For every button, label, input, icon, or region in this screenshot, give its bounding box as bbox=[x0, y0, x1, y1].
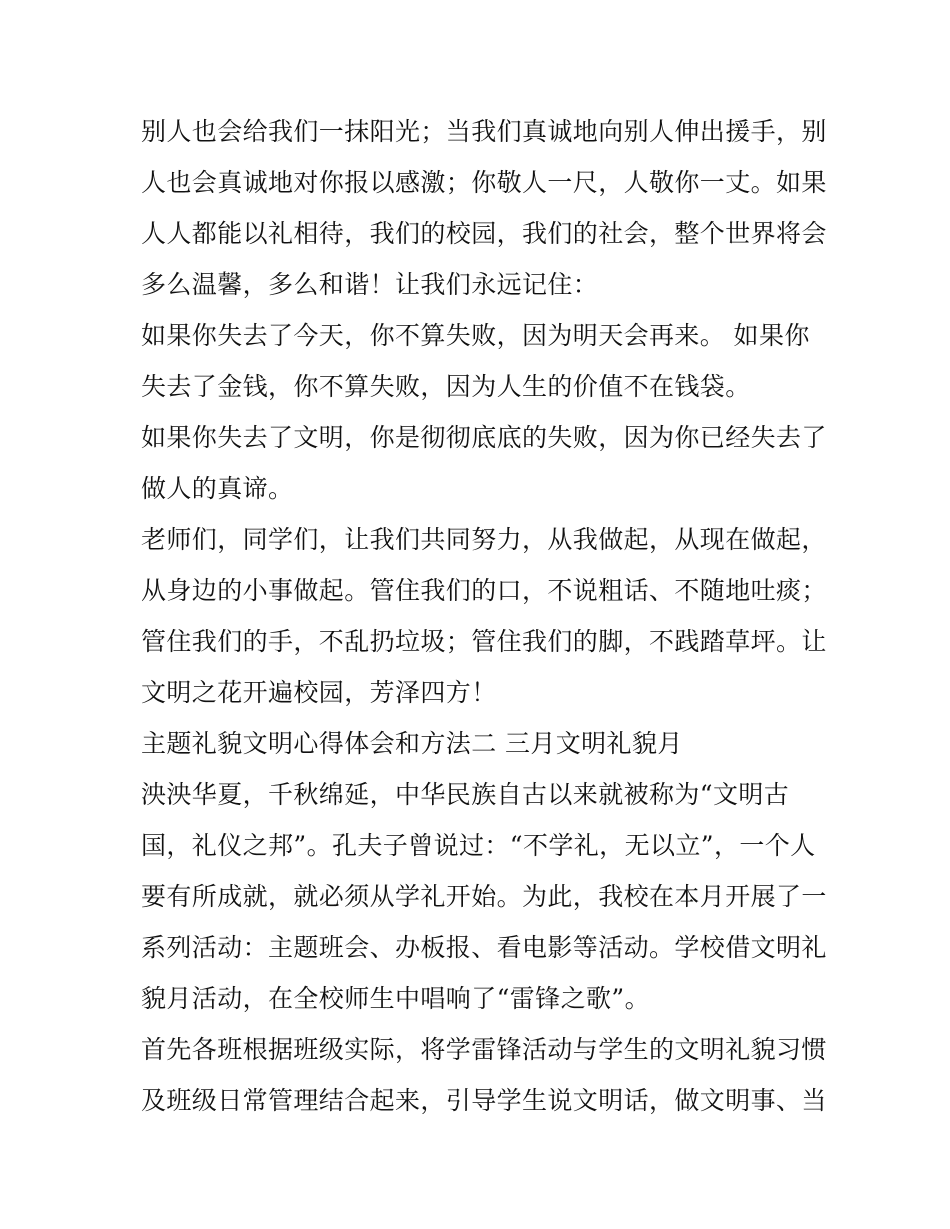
text-line: 首先各班根据班级实际，将学雷锋活动与学生的文明礼貌习惯 bbox=[141, 1035, 827, 1064]
text-line: 如果你失去了文明，你是彻彻底底的失败，因为你已经失去了 bbox=[141, 423, 827, 452]
text-line: 人也会真诚地对你报以感激；你敬人一尺，人敬你一丈。如果 bbox=[141, 168, 827, 197]
text-line: 管住我们的手，不乱扔垃圾；管住我们的脚，不践踏草坪。让 bbox=[141, 627, 827, 656]
document-body bbox=[141, 106, 827, 1126]
text-line: 及班级日常管理结合起来，引导学生说文明话，做文明事、当 bbox=[141, 1086, 827, 1115]
text-line: 泱泱华夏，千秋绵延，中华民族自古以来就被称为“文明古 bbox=[141, 780, 790, 809]
text-line: 貌月活动，在全校师生中唱响了“雷锋之歌”。 bbox=[141, 984, 650, 1013]
text-line: 国，礼仪之邦”。孔夫子曾说过：“不学礼，无以立”，一个人 bbox=[141, 831, 816, 860]
text-line: 多么温馨，多么和谐！让我们永远记住： bbox=[141, 270, 599, 299]
text-line: 老师们，同学们，让我们共同努力，从我做起，从现在做起， bbox=[141, 525, 827, 554]
text-line: 做人的真谛。 bbox=[141, 474, 294, 503]
text-line: 系列活动：主题班会、办板报、看电影等活动。学校借文明礼 bbox=[141, 933, 827, 962]
text-line: 文明之花开遍校园，芳泽四方！ bbox=[141, 678, 497, 707]
section-heading: 主题礼貌文明心得体会和方法二 三月文明礼貌月 bbox=[141, 729, 683, 758]
text-line: 别人也会给我们一抹阳光；当我们真诚地向别人伸出援手，别 bbox=[141, 117, 827, 146]
text-line: 人人都能以礼相待，我们的校园，我们的社会，整个世界将会 bbox=[141, 219, 827, 248]
text-line: 要有所成就，就必须从学礼开始。为此，我校在本月开展了一 bbox=[141, 882, 827, 911]
text-line: 失去了金钱，你不算失败，因为人生的价值不在钱袋。 bbox=[141, 372, 751, 401]
text-line: 如果你失去了今天，你不算失败，因为明天会再来。 如果你 bbox=[141, 321, 810, 350]
text-line: 从身边的小事做起。管住我们的口，不说粗话、不随地吐痰； bbox=[141, 576, 827, 605]
